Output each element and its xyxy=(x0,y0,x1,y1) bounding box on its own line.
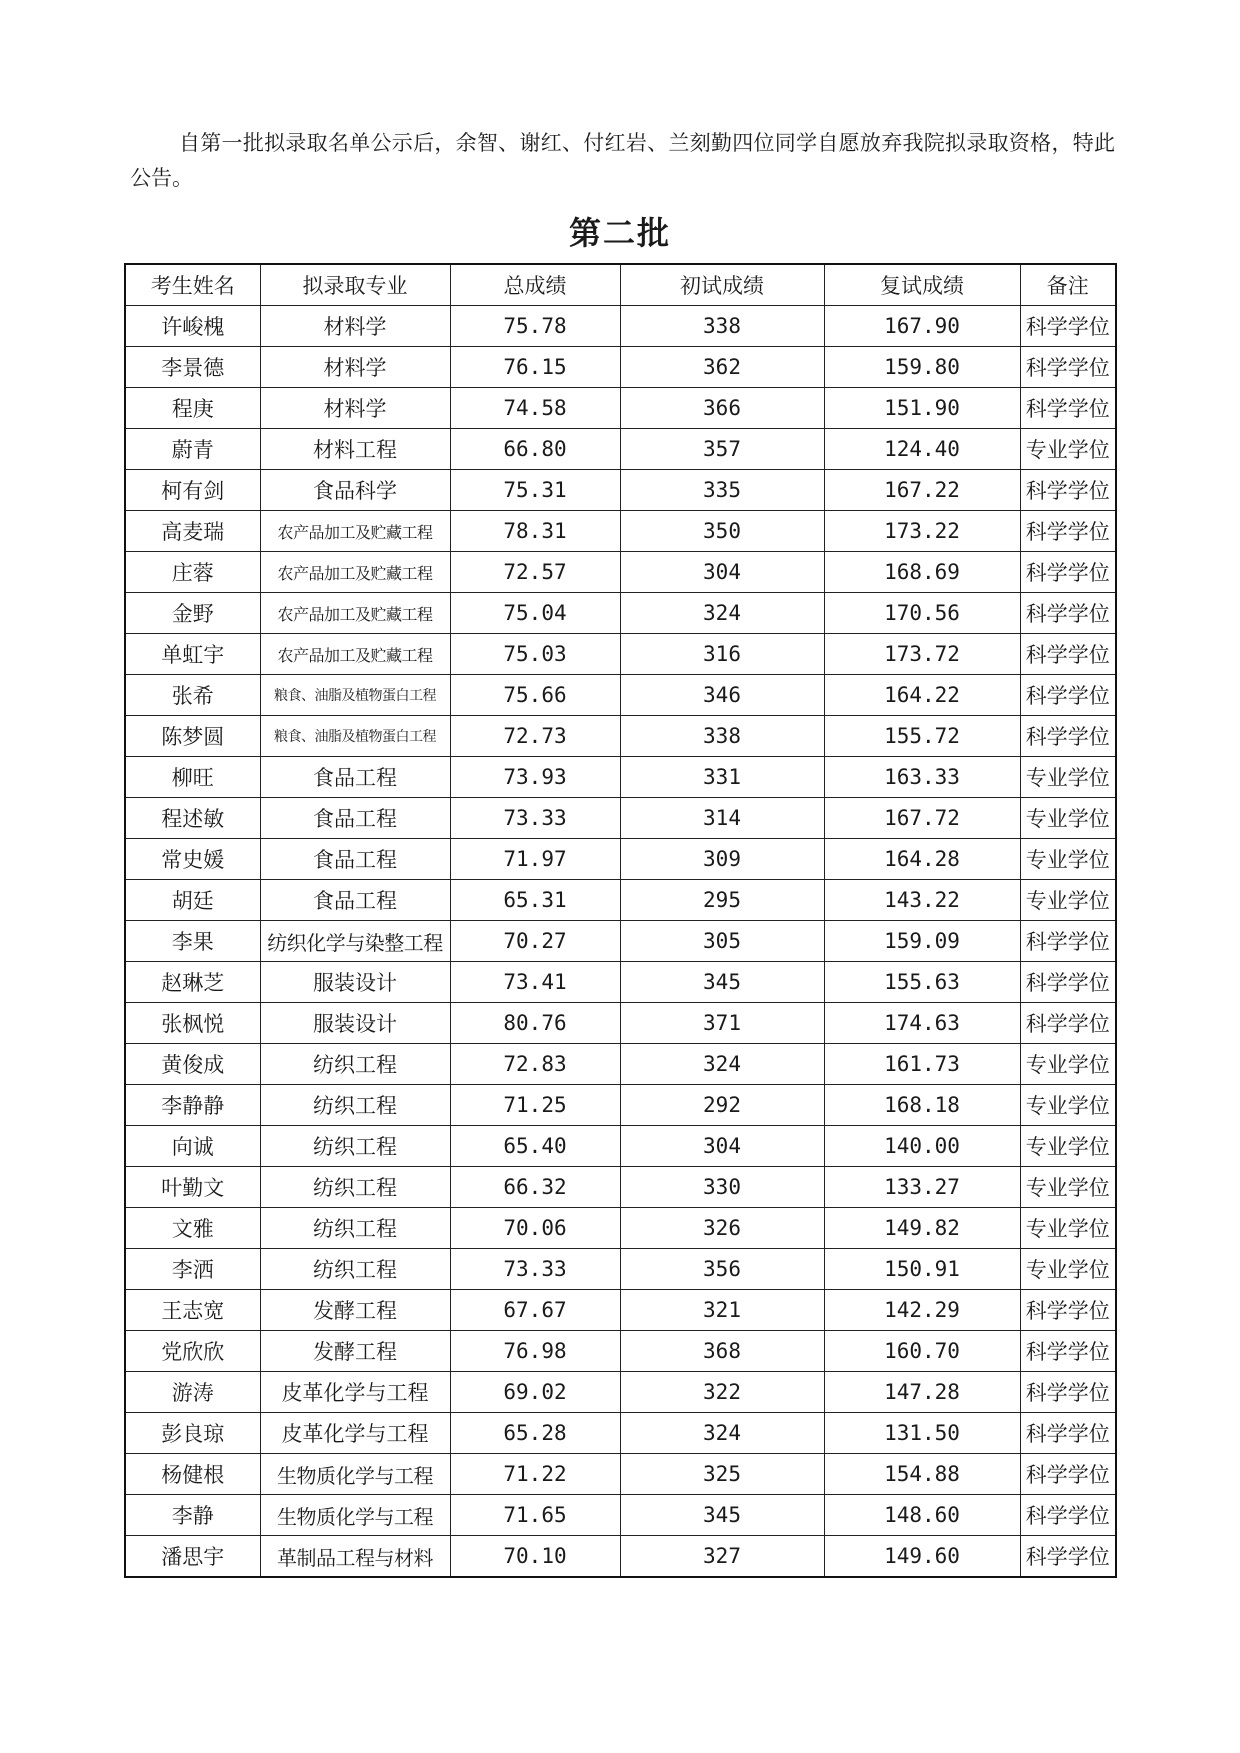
total-score-cell: 76.15 xyxy=(450,347,620,388)
total-score-cell: 73.33 xyxy=(450,798,620,839)
retest-score-cell: 148.60 xyxy=(824,1495,1020,1536)
total-score-cell: 72.57 xyxy=(450,552,620,593)
major-cell: 材料学 xyxy=(260,347,450,388)
remark-cell: 专业学位 xyxy=(1020,1249,1116,1290)
retest-score-cell: 159.80 xyxy=(824,347,1020,388)
major-cell: 发酵工程 xyxy=(260,1331,450,1372)
table-row xyxy=(125,798,1116,839)
table-row xyxy=(125,347,1116,388)
student-name-cell: 常史媛 xyxy=(125,839,260,880)
table-row xyxy=(125,470,1116,511)
total-score-cell: 66.32 xyxy=(450,1167,620,1208)
table-row xyxy=(125,552,1116,593)
retest-score-cell: 154.88 xyxy=(824,1454,1020,1495)
table-row xyxy=(125,757,1116,798)
initial-score-cell: 304 xyxy=(620,1126,824,1167)
initial-score-cell: 362 xyxy=(620,347,824,388)
retest-score-cell: 168.18 xyxy=(824,1085,1020,1126)
remark-cell: 科学学位 xyxy=(1020,962,1116,1003)
retest-score-cell: 173.22 xyxy=(824,511,1020,552)
total-score-cell: 71.97 xyxy=(450,839,620,880)
table-row xyxy=(125,1085,1116,1126)
remark-cell: 科学学位 xyxy=(1020,347,1116,388)
total-score-cell: 67.67 xyxy=(450,1290,620,1331)
major-cell: 粮食、油脂及植物蛋白工程 xyxy=(260,716,450,757)
major-cell: 纺织工程 xyxy=(260,1085,450,1126)
remark-cell: 专业学位 xyxy=(1020,1044,1116,1085)
total-score-cell: 66.80 xyxy=(450,429,620,470)
header-total-score: 总成绩 xyxy=(450,264,620,306)
total-score-cell: 75.03 xyxy=(450,634,620,675)
initial-score-cell: 350 xyxy=(620,511,824,552)
header-retest-score: 复试成绩 xyxy=(824,264,1020,306)
initial-score-cell: 371 xyxy=(620,1003,824,1044)
total-score-cell: 69.02 xyxy=(450,1372,620,1413)
major-cell: 农产品加工及贮藏工程 xyxy=(260,511,450,552)
remark-cell: 科学学位 xyxy=(1020,1413,1116,1454)
total-score-cell: 71.65 xyxy=(450,1495,620,1536)
retest-score-cell: 163.33 xyxy=(824,757,1020,798)
student-name-cell: 党欣欣 xyxy=(125,1331,260,1372)
table-body xyxy=(125,306,1116,1578)
major-cell: 皮革化学与工程 xyxy=(260,1372,450,1413)
header-remark: 备注 xyxy=(1020,264,1116,306)
major-cell: 食品工程 xyxy=(260,798,450,839)
retest-score-cell: 155.72 xyxy=(824,716,1020,757)
major-cell: 农产品加工及贮藏工程 xyxy=(260,634,450,675)
table-row xyxy=(125,716,1116,757)
total-score-cell: 70.27 xyxy=(450,921,620,962)
retest-score-cell: 149.82 xyxy=(824,1208,1020,1249)
major-cell: 农产品加工及贮藏工程 xyxy=(260,593,450,634)
remark-cell: 科学学位 xyxy=(1020,511,1116,552)
retest-score-cell: 164.28 xyxy=(824,839,1020,880)
total-score-cell: 70.10 xyxy=(450,1536,620,1578)
student-name-cell: 许峻槐 xyxy=(125,306,260,347)
remark-cell: 专业学位 xyxy=(1020,1085,1116,1126)
page-title: 第二批 xyxy=(568,214,671,252)
retest-score-cell: 147.28 xyxy=(824,1372,1020,1413)
total-score-cell: 72.83 xyxy=(450,1044,620,1085)
student-name-cell: 胡廷 xyxy=(125,880,260,921)
table-row xyxy=(125,593,1116,634)
student-name-cell: 蔚青 xyxy=(125,429,260,470)
student-name-cell: 程述敏 xyxy=(125,798,260,839)
major-cell: 纺织工程 xyxy=(260,1249,450,1290)
table-row xyxy=(125,511,1116,552)
initial-score-cell: 327 xyxy=(620,1536,824,1578)
student-name-cell: 李景德 xyxy=(125,347,260,388)
initial-score-cell: 304 xyxy=(620,552,824,593)
major-cell: 材料学 xyxy=(260,388,450,429)
initial-score-cell: 366 xyxy=(620,388,824,429)
initial-score-cell: 368 xyxy=(620,1331,824,1372)
retest-score-cell: 161.73 xyxy=(824,1044,1020,1085)
table-header-row xyxy=(125,264,1116,306)
total-score-cell: 71.22 xyxy=(450,1454,620,1495)
initial-score-cell: 338 xyxy=(620,716,824,757)
student-name-cell: 陈梦圆 xyxy=(125,716,260,757)
major-cell: 食品工程 xyxy=(260,757,450,798)
initial-score-cell: 295 xyxy=(620,880,824,921)
initial-score-cell: 335 xyxy=(620,470,824,511)
remark-cell: 科学学位 xyxy=(1020,1372,1116,1413)
student-name-cell: 向诚 xyxy=(125,1126,260,1167)
remark-cell: 科学学位 xyxy=(1020,388,1116,429)
remark-cell: 科学学位 xyxy=(1020,470,1116,511)
initial-score-cell: 325 xyxy=(620,1454,824,1495)
total-score-cell: 78.31 xyxy=(450,511,620,552)
total-score-cell: 72.73 xyxy=(450,716,620,757)
total-score-cell: 65.28 xyxy=(450,1413,620,1454)
student-name-cell: 柳旺 xyxy=(125,757,260,798)
remark-cell: 科学学位 xyxy=(1020,675,1116,716)
remark-cell: 科学学位 xyxy=(1020,306,1116,347)
retest-score-cell: 151.90 xyxy=(824,388,1020,429)
major-cell: 粮食、油脂及植物蛋白工程 xyxy=(260,675,450,716)
initial-score-cell: 346 xyxy=(620,675,824,716)
student-name-cell: 李洒 xyxy=(125,1249,260,1290)
table-row xyxy=(125,1413,1116,1454)
total-score-cell: 75.04 xyxy=(450,593,620,634)
retest-score-cell: 142.29 xyxy=(824,1290,1020,1331)
initial-score-cell: 331 xyxy=(620,757,824,798)
table-row xyxy=(125,1249,1116,1290)
table-row xyxy=(125,921,1116,962)
remark-cell: 专业学位 xyxy=(1020,1208,1116,1249)
remark-cell: 科学学位 xyxy=(1020,1536,1116,1578)
initial-score-cell: 316 xyxy=(620,634,824,675)
remark-cell: 科学学位 xyxy=(1020,1495,1116,1536)
retest-score-cell: 143.22 xyxy=(824,880,1020,921)
table-row xyxy=(125,634,1116,675)
major-cell: 材料学 xyxy=(260,306,450,347)
table-row xyxy=(125,1331,1116,1372)
remark-cell: 科学学位 xyxy=(1020,634,1116,675)
total-score-cell: 76.98 xyxy=(450,1331,620,1372)
table-row xyxy=(125,880,1116,921)
remark-cell: 科学学位 xyxy=(1020,1290,1116,1331)
student-name-cell: 单虹宇 xyxy=(125,634,260,675)
table-row xyxy=(125,1536,1116,1578)
remark-cell: 科学学位 xyxy=(1020,552,1116,593)
student-name-cell: 王志宽 xyxy=(125,1290,260,1331)
header-name: 考生姓名 xyxy=(125,264,260,306)
major-cell: 革制品工程与材料 xyxy=(260,1536,450,1578)
remark-cell: 专业学位 xyxy=(1020,839,1116,880)
major-cell: 纺织工程 xyxy=(260,1044,450,1085)
header-major: 拟录取专业 xyxy=(260,264,450,306)
major-cell: 食品工程 xyxy=(260,880,450,921)
major-cell: 纺织工程 xyxy=(260,1167,450,1208)
table-row xyxy=(125,839,1116,880)
major-cell: 农产品加工及贮藏工程 xyxy=(260,552,450,593)
table-row xyxy=(125,675,1116,716)
total-score-cell: 80.76 xyxy=(450,1003,620,1044)
retest-score-cell: 174.63 xyxy=(824,1003,1020,1044)
student-name-cell: 游涛 xyxy=(125,1372,260,1413)
retest-score-cell: 131.50 xyxy=(824,1413,1020,1454)
remark-cell: 科学学位 xyxy=(1020,921,1116,962)
student-name-cell: 庄蓉 xyxy=(125,552,260,593)
student-name-cell: 程庚 xyxy=(125,388,260,429)
initial-score-cell: 321 xyxy=(620,1290,824,1331)
major-cell: 生物质化学与工程 xyxy=(260,1495,450,1536)
initial-score-cell: 356 xyxy=(620,1249,824,1290)
retest-score-cell: 150.91 xyxy=(824,1249,1020,1290)
initial-score-cell: 330 xyxy=(620,1167,824,1208)
student-name-cell: 潘思宇 xyxy=(125,1536,260,1578)
initial-score-cell: 309 xyxy=(620,839,824,880)
major-cell: 材料工程 xyxy=(260,429,450,470)
student-name-cell: 柯有剑 xyxy=(125,470,260,511)
student-name-cell: 张枫悦 xyxy=(125,1003,260,1044)
table-row xyxy=(125,1495,1116,1536)
table-row xyxy=(125,1372,1116,1413)
student-name-cell: 文雅 xyxy=(125,1208,260,1249)
total-score-cell: 70.06 xyxy=(450,1208,620,1249)
retest-score-cell: 160.70 xyxy=(824,1331,1020,1372)
student-name-cell: 赵琳芝 xyxy=(125,962,260,1003)
student-name-cell: 高麦瑞 xyxy=(125,511,260,552)
total-score-cell: 73.33 xyxy=(450,1249,620,1290)
initial-score-cell: 345 xyxy=(620,962,824,1003)
retest-score-cell: 149.60 xyxy=(824,1536,1020,1578)
student-name-cell: 金野 xyxy=(125,593,260,634)
retest-score-cell: 170.56 xyxy=(824,593,1020,634)
table-row xyxy=(125,1167,1116,1208)
major-cell: 食品科学 xyxy=(260,470,450,511)
remark-cell: 专业学位 xyxy=(1020,880,1116,921)
remark-cell: 专业学位 xyxy=(1020,757,1116,798)
retest-score-cell: 167.72 xyxy=(824,798,1020,839)
total-score-cell: 71.25 xyxy=(450,1085,620,1126)
retest-score-cell: 159.09 xyxy=(824,921,1020,962)
header-initial-score: 初试成绩 xyxy=(620,264,824,306)
table-row xyxy=(125,388,1116,429)
initial-score-cell: 292 xyxy=(620,1085,824,1126)
retest-score-cell: 155.63 xyxy=(824,962,1020,1003)
student-name-cell: 叶勤文 xyxy=(125,1167,260,1208)
retest-score-cell: 140.00 xyxy=(824,1126,1020,1167)
student-name-cell: 李果 xyxy=(125,921,260,962)
initial-score-cell: 357 xyxy=(620,429,824,470)
remark-cell: 专业学位 xyxy=(1020,1167,1116,1208)
initial-score-cell: 324 xyxy=(620,593,824,634)
major-cell: 纺织工程 xyxy=(260,1208,450,1249)
retest-score-cell: 167.22 xyxy=(824,470,1020,511)
initial-score-cell: 324 xyxy=(620,1413,824,1454)
remark-cell: 科学学位 xyxy=(1020,1454,1116,1495)
table-row xyxy=(125,1290,1116,1331)
notice-paragraph: 自第一批拟录取名单公示后，余智、谢红、付红岩、兰刻勤四位同学自愿放弃我院拟录取资格，特此公告。 xyxy=(130,131,1115,190)
remark-cell: 科学学位 xyxy=(1020,716,1116,757)
retest-score-cell: 167.90 xyxy=(824,306,1020,347)
initial-score-cell: 314 xyxy=(620,798,824,839)
remark-cell: 科学学位 xyxy=(1020,593,1116,634)
major-cell: 服装设计 xyxy=(260,1003,450,1044)
student-name-cell: 张希 xyxy=(125,675,260,716)
total-score-cell: 74.58 xyxy=(450,388,620,429)
major-cell: 皮革化学与工程 xyxy=(260,1413,450,1454)
student-name-cell: 李静静 xyxy=(125,1085,260,1126)
retest-score-cell: 133.27 xyxy=(824,1167,1020,1208)
major-cell: 纺织工程 xyxy=(260,1126,450,1167)
remark-cell: 科学学位 xyxy=(1020,1003,1116,1044)
initial-score-cell: 322 xyxy=(620,1372,824,1413)
initial-score-cell: 324 xyxy=(620,1044,824,1085)
total-score-cell: 65.40 xyxy=(450,1126,620,1167)
major-cell: 生物质化学与工程 xyxy=(260,1454,450,1495)
student-name-cell: 彭良琼 xyxy=(125,1413,260,1454)
major-cell: 纺织化学与染整工程 xyxy=(260,921,450,962)
student-name-cell: 李静 xyxy=(125,1495,260,1536)
total-score-cell: 65.31 xyxy=(450,880,620,921)
retest-score-cell: 173.72 xyxy=(824,634,1020,675)
total-score-cell: 73.41 xyxy=(450,962,620,1003)
major-cell: 食品工程 xyxy=(260,839,450,880)
total-score-cell: 75.31 xyxy=(450,470,620,511)
table-row xyxy=(125,1126,1116,1167)
total-score-cell: 75.66 xyxy=(450,675,620,716)
table-row xyxy=(125,1454,1116,1495)
total-score-cell: 75.78 xyxy=(450,306,620,347)
student-name-cell: 黄俊成 xyxy=(125,1044,260,1085)
retest-score-cell: 124.40 xyxy=(824,429,1020,470)
remark-cell: 专业学位 xyxy=(1020,798,1116,839)
table-row xyxy=(125,1044,1116,1085)
table-row xyxy=(125,306,1116,347)
student-name-cell: 杨健根 xyxy=(125,1454,260,1495)
initial-score-cell: 326 xyxy=(620,1208,824,1249)
table-row xyxy=(125,1208,1116,1249)
table-row xyxy=(125,429,1116,470)
table-row xyxy=(125,1003,1116,1044)
major-cell: 服装设计 xyxy=(260,962,450,1003)
initial-score-cell: 345 xyxy=(620,1495,824,1536)
table-row xyxy=(125,962,1116,1003)
admission-table xyxy=(124,263,1117,1578)
remark-cell: 专业学位 xyxy=(1020,1126,1116,1167)
remark-cell: 专业学位 xyxy=(1020,429,1116,470)
remark-cell: 科学学位 xyxy=(1020,1331,1116,1372)
retest-score-cell: 168.69 xyxy=(824,552,1020,593)
major-cell: 发酵工程 xyxy=(260,1290,450,1331)
initial-score-cell: 305 xyxy=(620,921,824,962)
total-score-cell: 73.93 xyxy=(450,757,620,798)
initial-score-cell: 338 xyxy=(620,306,824,347)
retest-score-cell: 164.22 xyxy=(824,675,1020,716)
